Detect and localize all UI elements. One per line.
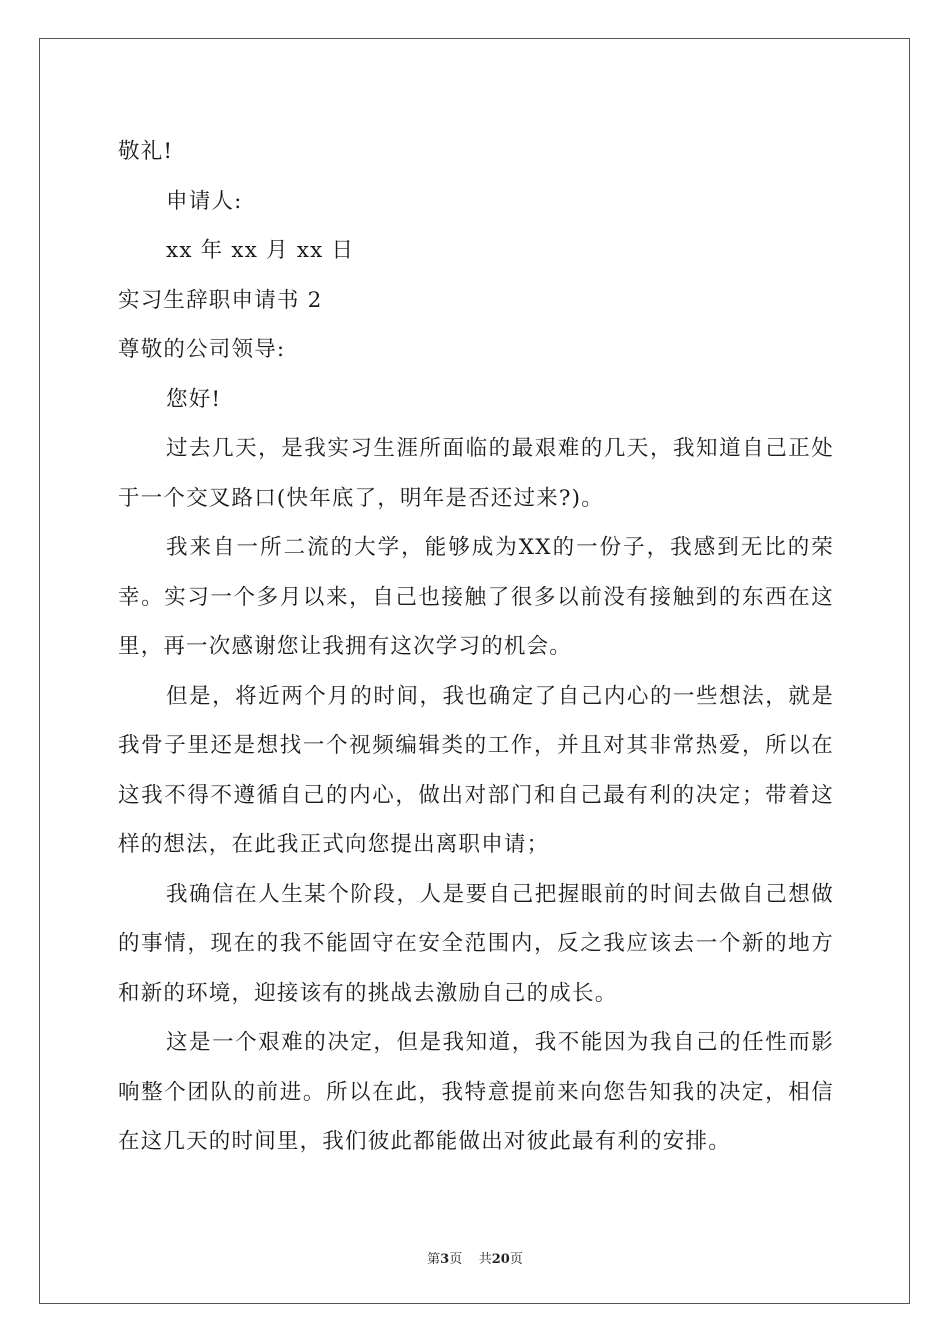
page-footer — [0, 1248, 950, 1267]
total-prefix: 共 — [478, 1252, 492, 1267]
paragraph: 过去几天，是我实习生涯所面临的最艰难的几天，我知道自己正处于一个交叉路口(快年底了，明年是否还过来?)。 — [118, 436, 834, 511]
applicant-label: 申请人: — [166, 188, 243, 214]
paragraph: 我来自一所二流的大学，能够成为XX的一份子，我感到无比的荣幸。实习一个多月以来，自己也接触了很多以前没有接触到的东西在这里，再一次感谢您让我拥有这次学习的机会。 — [118, 535, 834, 659]
paragraph: 这是一个艰难的决定，但是我知道，我不能因为我自己的任性而影响整个团队的前进。所以在此，我特意提前来向您告知我的决定，相信在这几天的时间里，我们彼此都能做出对彼此最有利的安排。 — [118, 1030, 834, 1154]
total-pages: 20 — [491, 1252, 510, 1267]
page-suffix: 页 — [449, 1252, 463, 1267]
greeting: 您好! — [166, 386, 222, 412]
closing-salutation: 敬礼! — [118, 139, 174, 164]
paragraph: 我确信在人生某个阶段，人是要自己把握眼前的时间去做自己想做的事情，现在的我不能固守在安全范围内，反之我应该去一个新的地方和新的环境，迎接该有的挑战去激励自己的成长。 — [118, 881, 834, 1006]
section-title: 实习生辞职申请书 2 — [118, 287, 323, 313]
paragraph: 但是，将近两个月的时间，我也确定了自己内心的一些想法，就是我骨子里还是想找一个视频编辑类的工作，并且对其非常热爱，所以在这我不得不遵循自己的内心，做出对部门和自己最有利的决定；带着这样的想法，在此我正式向您提出离职申请； — [118, 683, 834, 857]
document-body — [118, 127, 834, 1167]
date-line: xx 年 xx 月 xx 日 — [166, 238, 355, 263]
greeting-recipient: 尊敬的公司领导: — [118, 337, 286, 362]
page-number: 3 — [440, 1252, 450, 1267]
total-suffix: 页 — [509, 1252, 523, 1267]
page-prefix: 第 — [427, 1252, 441, 1267]
